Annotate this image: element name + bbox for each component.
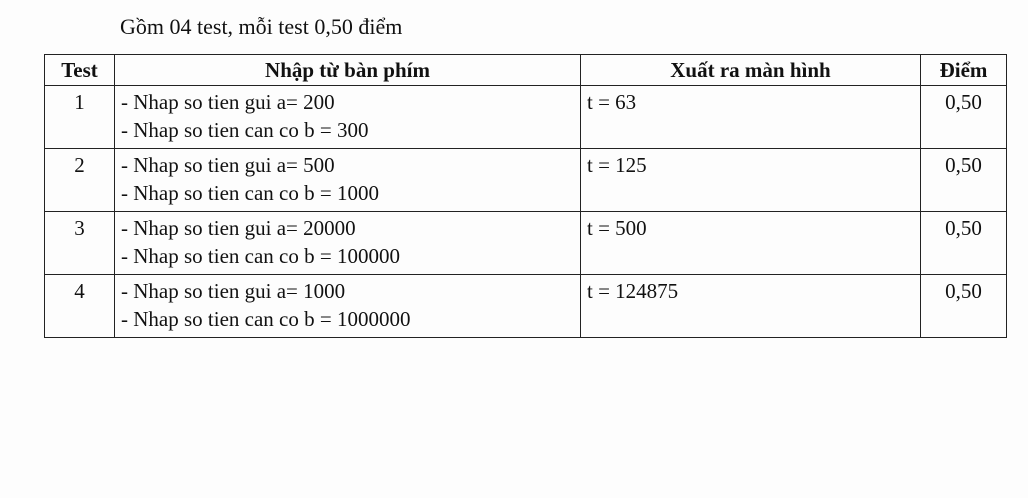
test-table <box>44 54 1007 338</box>
input-line-a: - Nhap so tien gui a= 500 <box>121 153 335 177</box>
header-output: Xuất ra màn hình <box>581 55 921 86</box>
input-cell <box>115 149 581 212</box>
input-line-b: - Nhap so tien can co b = 100000 <box>121 244 400 268</box>
header-test: Test <box>45 55 115 86</box>
input-cell <box>115 275 581 338</box>
score-cell: 0,50 <box>921 86 1007 149</box>
output-cell: t = 500 <box>581 212 921 275</box>
table-header-row <box>45 55 1007 86</box>
table-row <box>45 86 1007 149</box>
input-cell <box>115 86 581 149</box>
intro-text: Gồm 04 test, mỗi test 0,50 điểm <box>120 14 403 39</box>
score-cell: 0,50 <box>921 149 1007 212</box>
output-cell: t = 125 <box>581 149 921 212</box>
input-line-b: - Nhap so tien can co b = 1000 <box>121 181 379 205</box>
score-cell: 0,50 <box>921 275 1007 338</box>
test-number: 3 <box>45 212 115 275</box>
input-line-a: - Nhap so tien gui a= 200 <box>121 90 335 114</box>
table-row <box>45 275 1007 338</box>
output-cell: t = 63 <box>581 86 921 149</box>
test-number: 1 <box>45 86 115 149</box>
output-cell: t = 124875 <box>581 275 921 338</box>
score-cell: 0,50 <box>921 212 1007 275</box>
test-number: 4 <box>45 275 115 338</box>
test-number: 2 <box>45 149 115 212</box>
input-line-a: - Nhap so tien gui a= 1000 <box>121 279 346 303</box>
table-row <box>45 149 1007 212</box>
input-cell <box>115 212 581 275</box>
input-line-b: - Nhap so tien can co b = 300 <box>121 118 369 142</box>
table-row <box>45 212 1007 275</box>
input-line-b: - Nhap so tien can co b = 1000000 <box>121 307 411 331</box>
header-score: Điểm <box>921 55 1007 86</box>
header-input: Nhập từ bàn phím <box>115 55 581 86</box>
input-line-a: - Nhap so tien gui a= 20000 <box>121 216 356 240</box>
